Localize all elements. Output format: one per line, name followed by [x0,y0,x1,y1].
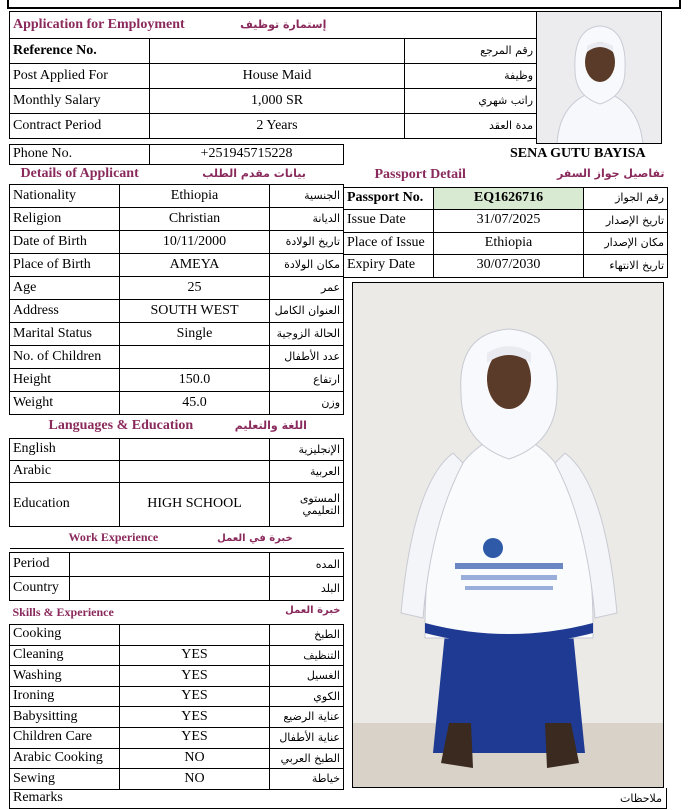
applicant-value: Single [120,323,270,346]
passport-ar: مكان الإصدار [584,232,668,255]
applicant-label: Nationality [10,185,120,208]
applicant-ar: مكان الولادة [270,254,344,277]
period-ar: المده [270,553,344,577]
languages-heading-ar: اللغة والتعليم [234,419,307,433]
skill-row [10,769,344,790]
education-ar: المستوى التعليمي [270,483,344,527]
skill-value: YES [120,645,270,666]
skill-row [10,625,344,646]
skills-heading-ar: خبرة العمل [285,605,341,617]
skill-value: YES [120,727,270,748]
skill-ar: التنظيف [270,645,344,666]
education-label: Education [10,483,120,527]
contract-label: Contract Period [10,114,150,139]
passport-label: Expiry Date [344,255,434,278]
applicant-heading-row [10,165,344,185]
skill-ar: الكوي [270,686,344,707]
applicant-table [9,164,344,549]
languages-rows [10,439,344,483]
passport-value: Ethiopia [434,232,584,255]
applicant-row [10,300,344,323]
languages-heading-en: Languages & Education [48,418,194,434]
applicant-label: Date of Birth [10,231,120,254]
passport-label: Issue Date [344,210,434,233]
applicant-label: Marital Status [10,323,120,346]
passport-value: 31/07/2025 [434,210,584,233]
country-row [10,577,344,601]
language-label: English [10,439,120,461]
salary-row [10,89,537,114]
applicant-label: Address [10,300,120,323]
phone-table [9,144,344,165]
applicant-value: 25 [120,277,270,300]
salary-ar: راتب شهري [405,89,537,114]
language-row [10,461,344,483]
post-ar: وظيفة [405,64,537,89]
period-value [70,553,270,577]
skills-rows [10,625,344,790]
work-heading-ar: خبرة في العمل [217,532,293,544]
applicant-ar: ارتفاع [270,369,344,392]
skill-value [120,625,270,646]
title-en: Application for Employment [13,16,185,32]
passport-label: Place of Issue [344,232,434,255]
applicant-heading-en: Details of Applicant [20,166,139,182]
skills-heading-en: Skills & Experience [12,605,114,620]
skill-ar: الغسيل [270,666,344,687]
language-value [120,461,270,483]
skill-value: YES [120,707,270,728]
applicant-value: 150.0 [120,369,270,392]
skill-ar: خياطة [270,769,344,790]
applicant-row [10,277,344,300]
applicant-label: Weight [10,392,120,415]
skill-label: Cooking [10,625,120,646]
applicant-row [10,231,344,254]
applicant-label: Religion [10,208,120,231]
passport-heading-ar: تفاصيل جواز السفر [556,166,665,180]
applicant-full-name: SENA GUTU BAYISA [510,146,646,161]
skill-label: Babysitting [10,707,120,728]
passport-row [344,255,668,278]
reference-label: Reference No. [10,39,150,64]
applicant-heading-ar: بيانات مقدم الطلب [202,167,306,181]
language-ar: العربية [270,461,344,483]
contract-value: 2 Years [150,114,405,139]
applicant-ar: عدد الأطفال [270,346,344,369]
passport-row [344,210,668,233]
skill-label: Arabic Cooking [10,748,120,769]
languages-heading-row [10,415,344,439]
applicant-label: Age [10,277,120,300]
passport-heading-en: Passport Detail [374,166,466,182]
country-label: Country [10,577,70,601]
work-table [9,552,344,625]
applicant-value: Ethiopia [120,185,270,208]
form-title [10,12,537,39]
skills-heading-row [10,601,344,625]
title-ar: إستمارة توظيف [240,17,327,31]
applicant-ar: الجنسية [270,185,344,208]
skill-row [10,727,344,748]
applicant-ar: الحالة الزوجية [270,323,344,346]
post-value: House Maid [150,64,405,89]
skill-label: Washing [10,666,120,687]
passport-ar: تاريخ الانتهاء [584,255,668,278]
passport-value: EQ1626716 [434,187,584,210]
applicant-row [10,369,344,392]
applicant-value: 45.0 [120,392,270,415]
reference-value [150,39,405,64]
skill-label: Ironing [10,686,120,707]
skill-ar: الطبخ العربي [270,748,344,769]
skills-table [9,624,344,790]
skill-ar: عناية الرضيع [270,707,344,728]
passport-heading-row [344,164,668,187]
passport-row [344,232,668,255]
education-row [10,483,344,527]
full-body-figure [353,283,664,788]
country-ar: البلد [270,577,344,601]
period-label: Period [10,553,70,577]
skill-ar: عناية الأطفال [270,727,344,748]
skill-row [10,748,344,769]
page-top-border [7,0,681,9]
passport-ar: تاريخ الإصدار [584,210,668,233]
skill-row [10,666,344,687]
applicant-ar: وزن [270,392,344,415]
skill-value: NO [120,748,270,769]
applicant-row [10,208,344,231]
passport-rows [344,187,668,277]
applicant-row [10,323,344,346]
applicant-value: 10/11/2000 [120,231,270,254]
phone-row [10,145,344,165]
country-value [70,577,270,601]
language-value [120,439,270,461]
passport-value: 30/07/2030 [434,255,584,278]
remarks-ar: ملاحظات [620,792,662,805]
passport-table [343,164,668,278]
applicant-value: SOUTH WEST [120,300,270,323]
skill-row [10,645,344,666]
skill-label: Sewing [10,769,120,790]
passport-row [344,187,668,210]
remarks-label: Remarks [13,790,63,805]
language-ar: الإنجليزية [270,439,344,461]
post-row [10,64,537,89]
applicant-ar: عمر [270,277,344,300]
full-body-photo [352,282,664,788]
applicant-ar: الديانة [270,208,344,231]
applicant-label: No. of Children [10,346,120,369]
skill-value: YES [120,666,270,687]
applicant-label: Height [10,369,120,392]
applicant-row [10,185,344,208]
period-row [10,553,344,577]
phone-value: +251945715228 [150,145,344,165]
skill-value: YES [120,686,270,707]
salary-label: Monthly Salary [10,89,150,114]
contract-ar: مدة العقد [405,114,537,139]
header-table [9,11,537,139]
skill-row [10,686,344,707]
headshot-photo [536,11,662,144]
passport-label: Passport No. [344,187,434,210]
post-label: Post Applied For [10,64,150,89]
work-heading-en: Work Experience [68,529,159,544]
applicant-row [10,346,344,369]
skill-row [10,707,344,728]
headshot-figure [537,12,662,144]
applicant-row [10,392,344,415]
skill-label: Children Care [10,727,120,748]
contract-row [10,114,537,139]
education-value: HIGH SCHOOL [120,483,270,527]
applicant-ar: تاريخ الولادة [270,231,344,254]
remarks-row [9,788,667,809]
language-row [10,439,344,461]
phone-label: Phone No. [10,145,150,165]
work-heading-row [10,527,344,549]
applicant-row [10,254,344,277]
applicant-label: Place of Birth [10,254,120,277]
passport-ar: رقم الجواز [584,187,668,210]
applicant-value: AMEYA [120,254,270,277]
salary-value: 1,000 SR [150,89,405,114]
applicant-value: Christian [120,208,270,231]
applicant-rows [10,185,344,415]
applicant-value [120,346,270,369]
skill-value: NO [120,769,270,790]
skill-label: Cleaning [10,645,120,666]
reference-ar: رقم المرجع [405,39,537,64]
applicant-ar: العنوان الكامل [270,300,344,323]
skill-ar: الطبخ [270,625,344,646]
reference-row [10,39,537,64]
language-label: Arabic [10,461,120,483]
